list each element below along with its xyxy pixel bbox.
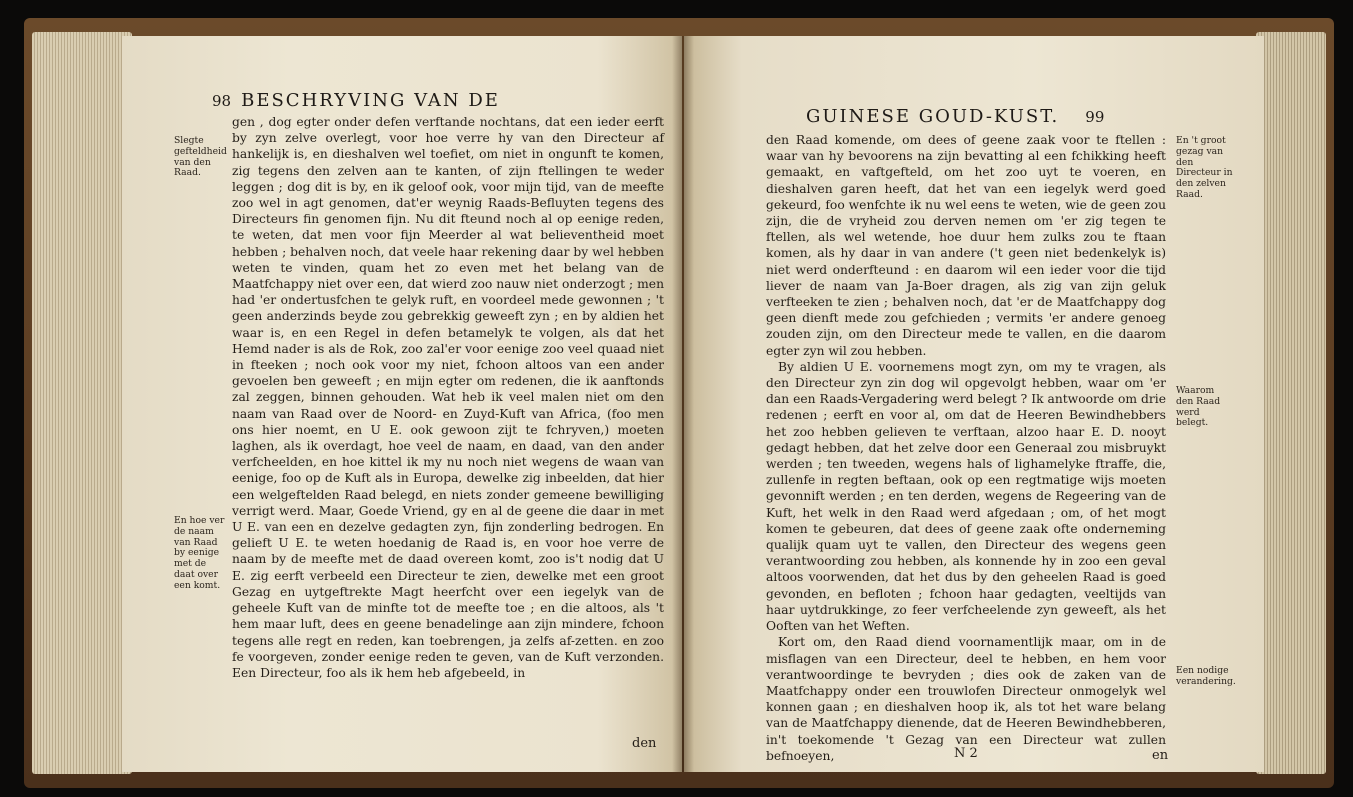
right-margin-note-1: En 't groot gezag van den Directeur in den zelven Raad. [1176,135,1233,200]
right-head-title: GUINESE GOUD-KUST. [806,106,1060,127]
right-page-edges [1256,32,1326,774]
right-paragraph-1: den Raad komende, om dees of geene zaak voor te ftellen : waar van hy bevoorens na zijn bevatting al een fchikking heeft gemaakt, en vaftgefteld, om het zoo uyt te voeren, en dieshalven garen heeft, dat het van een iegelyk werd goed gekeurd, foo wenfchte ik nu wel eens te weten, wie de geen zou zijn, die de vryheid zou derven nemen om 'er zig tegen te ftellen, als wel wetende, hoe duur hem zulks zou te ftaan komen, als hy daar in van andere ('t geen niet bedenkelyk is) niet werd onderfteund : en daarom wil een ieder voor die tijd liever de naam van Ja-Boer dragen, als zig van zijn geluk verfteeken te zien ; behalven noch, dat 'er de Maatfchappy dog geen dienft mede zou gefchieden ; vermits 'er andere genoeg zouden zijn, om den Directeur mede te vallen, en die daarom egter zyn wil zou hebben. [766,133,1166,358]
left-margin-note-1: Slegte gefteldheid van den Raad. [174,135,227,179]
left-head-title: BESCHRYVING VAN DE [241,90,500,111]
left-body-text [232,114,664,681]
right-catchword: en [1152,748,1169,763]
right-paragraph-3: Kort om, den Raad diend voornamentlijk maar, om in de misflagen van een Directeur, deel te hebben, en hem voor verantwoordinge te bevryden ; dies ook de zaken van de Maatfchappy onder een trouwlofen Directeur onmogelyk wel konnen gaan ; en dieshalven hoop ik, als tot het ware belang van de Maatfchappy dienende, dat de Heeren Bewindhebberen, in't toekomende 't Gezag van een Directeur wat zullen befnoeyen, [766,635,1166,763]
left-paragraph: gen , dog egter onder defen verftande nochtans, dat een ieder eerft by zyn zelve overlegt, voor hoe verre hy van den Directeur af hankelijk is, en dieshalven wel toefiet, om niet in ongunft te komen, zig tegens den zelven aan te kanten, of zijn ftellingen te weder leggen ; dog dit is by, en ik geloof ook, voor mijn tijd, van de meefte zoo wel in agt genomen, dat'er weynig Raads-Befluyten tegens des Directeurs fin genomen fijn. Nu dit fteund noch al op eenige reden, te weten, dat men voor fijn Meerder al wat believentheid moet hebben ; behalven noch, dat veele haar rekening daar by wel hebben weten te vinden, quam het zo even met het belang van de Maatfchappy niet over een, dat wierd zoo nauw niet onderzogt ; men had 'er ondertusfchen te gelyk ruft, en voordeel mede gewonnen ; 't geen anderzinds beyde zou gebrekkig geweeft zyn ; en by aldien het waar is, en een Regel in defen betamelyk te volgen, als dat het Hemd nader is als de Rok, zoo zal'er voor eenige zoo veel quaad niet in fteeken ; noch ook voor my niet, fchoon altoos van een ander gevoelen ben geweeft ; en mijn egter om redenen, die ik aanftonds zal zeggen, binnen gehouden. Wat heb ik veel malen niet om den naam van Raad over de Noord- en Zuyd-Kuft van Africa, (foo men ons hier noemt, en U E. ook gewoon zijt te fchryven,) moeten laghen, als ik overdagt, hoe veel de naam, en daad, van den ander verfcheelden, en hoe kittel ik my nu noch niet wegens de waan van eenige, foo op de Kuft als in Europa, dewelke zig inbeelden, dat hier een welgeftelden Raad belegd, en niets zonder gemeene bewilliging verrigt werd. Maar, Goede Vriend, gy en al de geene die daar in met U E. van een en dezelve gedagten zyn, fijn zonderling bedrogen. En gelieft U E. te weten hoedanig de Raad is, en voor hoe verre de naam by de meefte met de daad overeen komt, zoo is't nodig dat U E. zig eerft verbeeld een Directeur te zien, dewelke met een groot Gezag en uytgeftrekte Magt heerfcht over een iegelyk van de geheele Kuft van de minfte tot de meefte toe ; en die altoos, als 't hem maar luft, dees en geene benadelinge aan zijn mindere, fchoon tegens alle regt en reden, kan toebrengen, ja zelfs af-zetten. en zoo fe voorgeven, zonder eenige reden te geven, van de Kuft verzonden. Een Directeur, foo als ik hem heb afgebeeld, in [232,115,664,680]
right-margin-note-2: Waarom den Raad werd belegt. [1176,385,1221,429]
right-margin-note-3: Een nodige verandering. [1176,665,1236,687]
left-page-number: 98 [212,92,232,110]
book-gutter [672,36,694,772]
right-paragraph-2: By aldien U E. voornemens mogt zyn, om my te vragen, als den Directeur zyn zin dog wil opgevolgt hebben, waar om 'er dan een Raads-Vergadering werd belegt ? Ik antwoorde om drie redenen ; eerft en voor al, om dat de Heeren Bewindhebbers het zoo hebben gelieven te verftaan, alzoo haar E. D. nooyt gedagt hebben, dat het zelve door een Generaal zou misbruykt werden ; ten tweeden, wegens hals of lighamelyke ftraffe, die, zullenfe in regten beftaan, ook op een regtmatige wijs moeten gevonnift werden ; en ten derden, wegens de Regeering van de Kuft, het welk in den Raad werd afgedaan ; om, of het mogt komen te gebeuren, dat dees of geene zaak ofte onderneming qualijk quam uyt te vallen, den Directeur des wegens geen verantwoording zou hebben, als konnende hy in zoo een geval altoos voorwenden, dat het dus by den geheelen Raad is goed gevonden, en befloten ; fchoon haar gedagten, veeltijds van haar uytdrukkinge, zo feer verfcheelende zyn geweeft, als het Ooften van het Weften. [766,359,1166,634]
left-catchword: den [632,736,657,751]
left-page [122,36,682,772]
right-page-number: 99 [1085,108,1105,126]
right-running-head [806,106,1114,127]
signature-mark: N 2 [954,746,978,761]
left-margin-note-2: En hoe ver de naam van Raad by eenige met de daat over een komt. [174,515,225,591]
open-book [24,18,1334,788]
right-page [684,36,1264,772]
left-page-edges [32,32,132,774]
left-running-head [212,90,500,111]
right-body-text [766,132,1169,764]
